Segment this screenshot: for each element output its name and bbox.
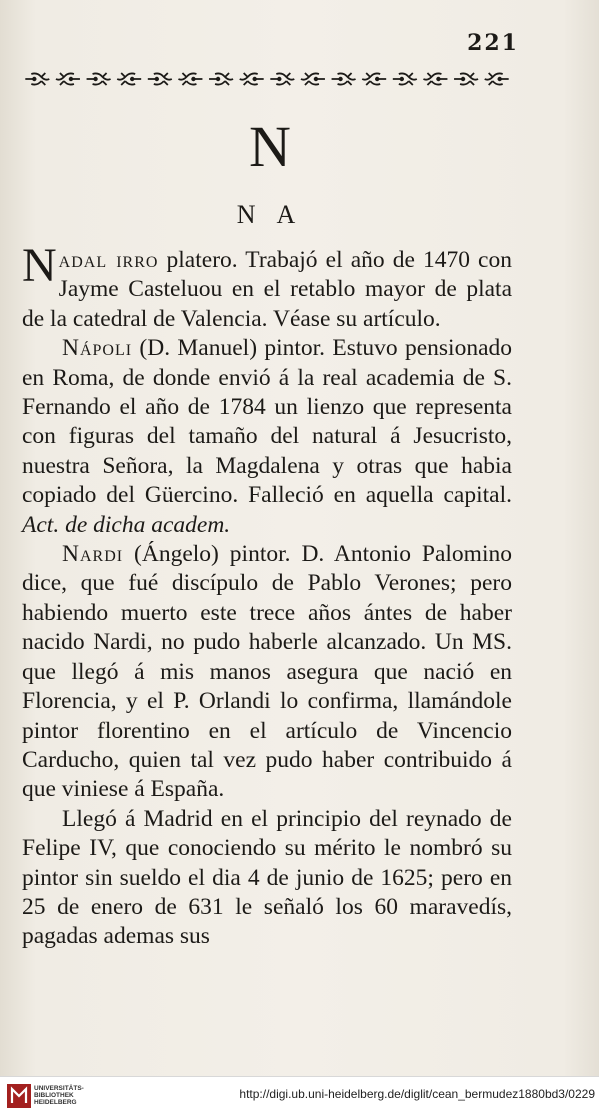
fleuron-ornament xyxy=(362,73,386,85)
fleuron-ornament xyxy=(423,73,447,85)
ornament-border xyxy=(22,68,512,90)
library-name-line3: HEIDELBERG xyxy=(34,1099,77,1106)
fleuron-ornament xyxy=(454,73,478,85)
entry-text: (Ángelo) pintor. D. Antonio Palomino dice, que fué discípulo de Pablo Verones; pero habiendo muerto este trece años ántes de haber nacido Nardi, no pudo haberle alcanzado. Un MS. que llegó á mis manos asegura que nació en Florencia, y el P. Orlandi lo confirma, llamándole pintor florentino en el artículo de Vincencio Carducho, quien tal vez pudo haber contribuido á que viniese á España. xyxy=(22,541,512,803)
fleuron-ornament xyxy=(178,73,202,85)
entry-citation: Act. de dicha academ. xyxy=(22,511,231,538)
library-name-line2: BIBLIOTHEK xyxy=(34,1092,74,1099)
entry-nadal xyxy=(22,239,512,334)
fleuron-ornament xyxy=(117,73,141,85)
entry-head: adal irro xyxy=(58,247,159,273)
library-logo-icon xyxy=(6,1083,32,1109)
fleuron-ornament xyxy=(209,73,233,85)
entry-nardi xyxy=(22,540,512,805)
section-letter: N xyxy=(249,114,291,179)
fleuron-ornament xyxy=(270,73,294,85)
library-name-line1: UNIVERSITÄTS- xyxy=(34,1085,84,1092)
footer-bar xyxy=(0,1076,599,1113)
fleuron-ornament xyxy=(148,73,172,85)
library-name xyxy=(34,1085,94,1106)
fleuron-ornament xyxy=(56,73,80,85)
source-url-link[interactable]: http://digi.ub.uni-heidelberg.de/diglit/cean_bermudez1880bd3/0229 xyxy=(239,1087,595,1101)
entry-text: Llegó á Madrid en el principio del reynado de Felipe IV, que conociendo su mérito le nombró su pintor sin sueldo el dia 4 de junio de 1625; pero en 25 de enero de 631 le señaló los 60 maravedís, pagadas ademas sus xyxy=(22,805,512,950)
fleuron-ornament xyxy=(332,73,356,85)
section-title: N A xyxy=(236,200,304,229)
fleuron-ornament xyxy=(485,73,509,85)
fleuron-ornament xyxy=(393,73,417,85)
entry-napoli xyxy=(22,334,512,540)
entry-text: platero. Trabajó el año de 1470 con Jayme Casteluou en el retablo mayor de plata de la catedral de Valencia. Véase su artículo. xyxy=(22,247,512,332)
fleuron-ornament xyxy=(240,73,264,85)
entry-text: (D. Manuel) pintor. Estuvo pensionado en Roma, de donde envió á la real academia de S. Fernando el año de 1784 un lienzo que representa con figuras del tamaño del natural á Jesucristo, nuestra Señora, la Magdalena y otras que habia copiado del Güercino. Falleció en aquella capital. xyxy=(22,335,512,509)
entry-head: Nápoli xyxy=(62,335,133,362)
entry-head: Nardi xyxy=(62,541,124,568)
ornament-svg xyxy=(22,68,512,90)
fleuron-ornament xyxy=(301,73,325,85)
page-number: 221 xyxy=(467,30,519,56)
dropcap-letter: N xyxy=(22,239,57,292)
body-text xyxy=(22,239,512,952)
fleuron-ornament xyxy=(87,73,111,85)
fleuron-ornament xyxy=(25,73,49,85)
entry-nardi-continued xyxy=(22,805,512,952)
